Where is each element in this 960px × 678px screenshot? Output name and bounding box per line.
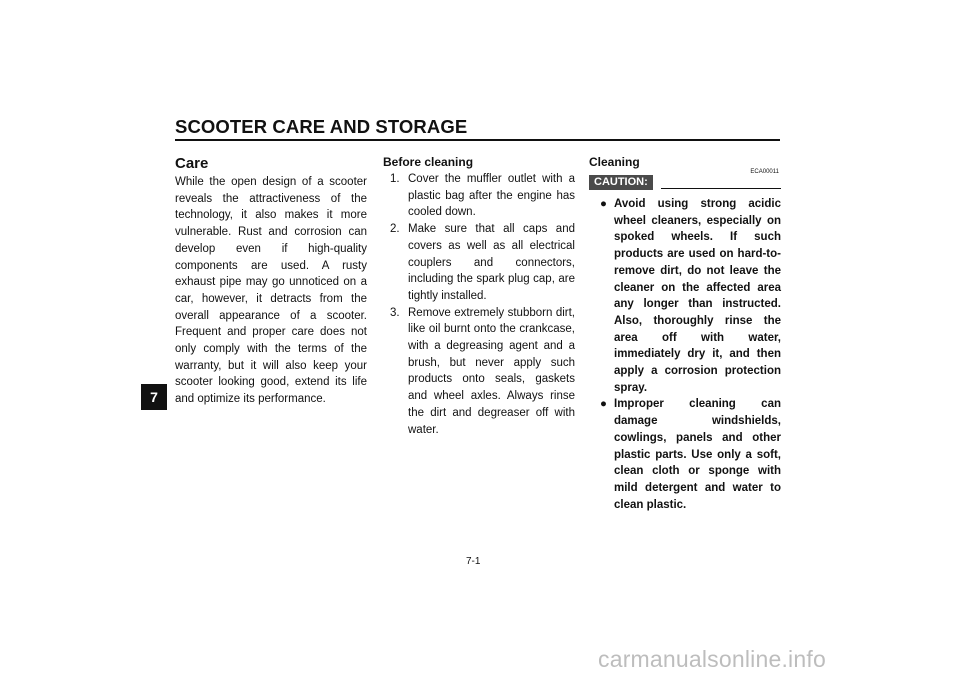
caution-bullet-item xyxy=(589,196,781,396)
page-title: SCOOTER CARE AND STORAGE xyxy=(175,116,468,137)
caution-bullet-text: Improper cleaning can damage windshields, cowlings, panels and other plastic parts. Use only a soft, clean cloth or sponge with mild detergent and water to clean plastic. xyxy=(614,398,781,511)
caution-label: CAUTION: xyxy=(589,175,653,190)
bullet-icon: ● xyxy=(600,198,607,210)
caution-banner xyxy=(589,169,781,192)
step-text: Cover the muffler outlet with a plastic bag after the engine has cooled down. xyxy=(408,173,575,219)
step-number: 1. xyxy=(390,173,400,185)
step-text: Make sure that all caps and covers as well as all electrical couplers and connectors, including the spark plug cap, are tightly installed. xyxy=(408,223,575,302)
page-number: 7-1 xyxy=(466,556,481,567)
care-heading: Care xyxy=(175,155,209,172)
caution-bullets xyxy=(589,196,781,513)
before-cleaning-column xyxy=(383,155,575,438)
before-cleaning-heading: Before cleaning xyxy=(383,155,474,169)
step-item xyxy=(383,221,575,305)
caution-bullet-text: Avoid using strong acidic wheel cleaners, especially on spoked wheels. If such products are used on hard-to-remove dirt, do not leave the cleaner on the affected area any longer than instructed. Also, thoroughly rinse the area off with water, immediately dry it, and then apply a corrosion protection spray. xyxy=(614,198,781,394)
bullet-icon: ● xyxy=(600,398,607,411)
caution-code: ECA00011 xyxy=(750,169,779,175)
step-number: 3. xyxy=(390,306,400,319)
caution-rule xyxy=(661,188,781,189)
step-item xyxy=(383,305,575,439)
watermark: carmanualsonline.info xyxy=(598,646,826,672)
step-text: Remove extremely stubborn dirt, like oil burnt onto the crankcase, with a degreasing agent and a brush, but never apply such products onto seals, gaskets and wheel axles. Always rinse the dirt and degreaser off with water. xyxy=(408,306,575,436)
cleaning-heading: Cleaning xyxy=(589,155,640,169)
care-paragraph: While the open design of a scooter reveals the attractiveness of the technology, it also makes it more vulnerable. Rust and corrosion can develop even if high-quality components are used. A rusty exhaust pipe may go unnoticed on a car, however, it detracts from the overall appearance of a scooter. Frequent and proper care does not only comply with the terms of the warranty, but it will also keep your scooter looking good, extend its life and optimize its performance. xyxy=(175,176,367,406)
care-column xyxy=(175,155,367,408)
cleaning-column xyxy=(589,155,781,513)
caution-bullet-item xyxy=(589,396,781,513)
step-number: 2. xyxy=(390,223,400,236)
title-rule xyxy=(175,139,780,141)
before-cleaning-steps xyxy=(383,171,575,438)
chapter-tab: 7 xyxy=(141,384,167,410)
step-item xyxy=(383,171,575,221)
